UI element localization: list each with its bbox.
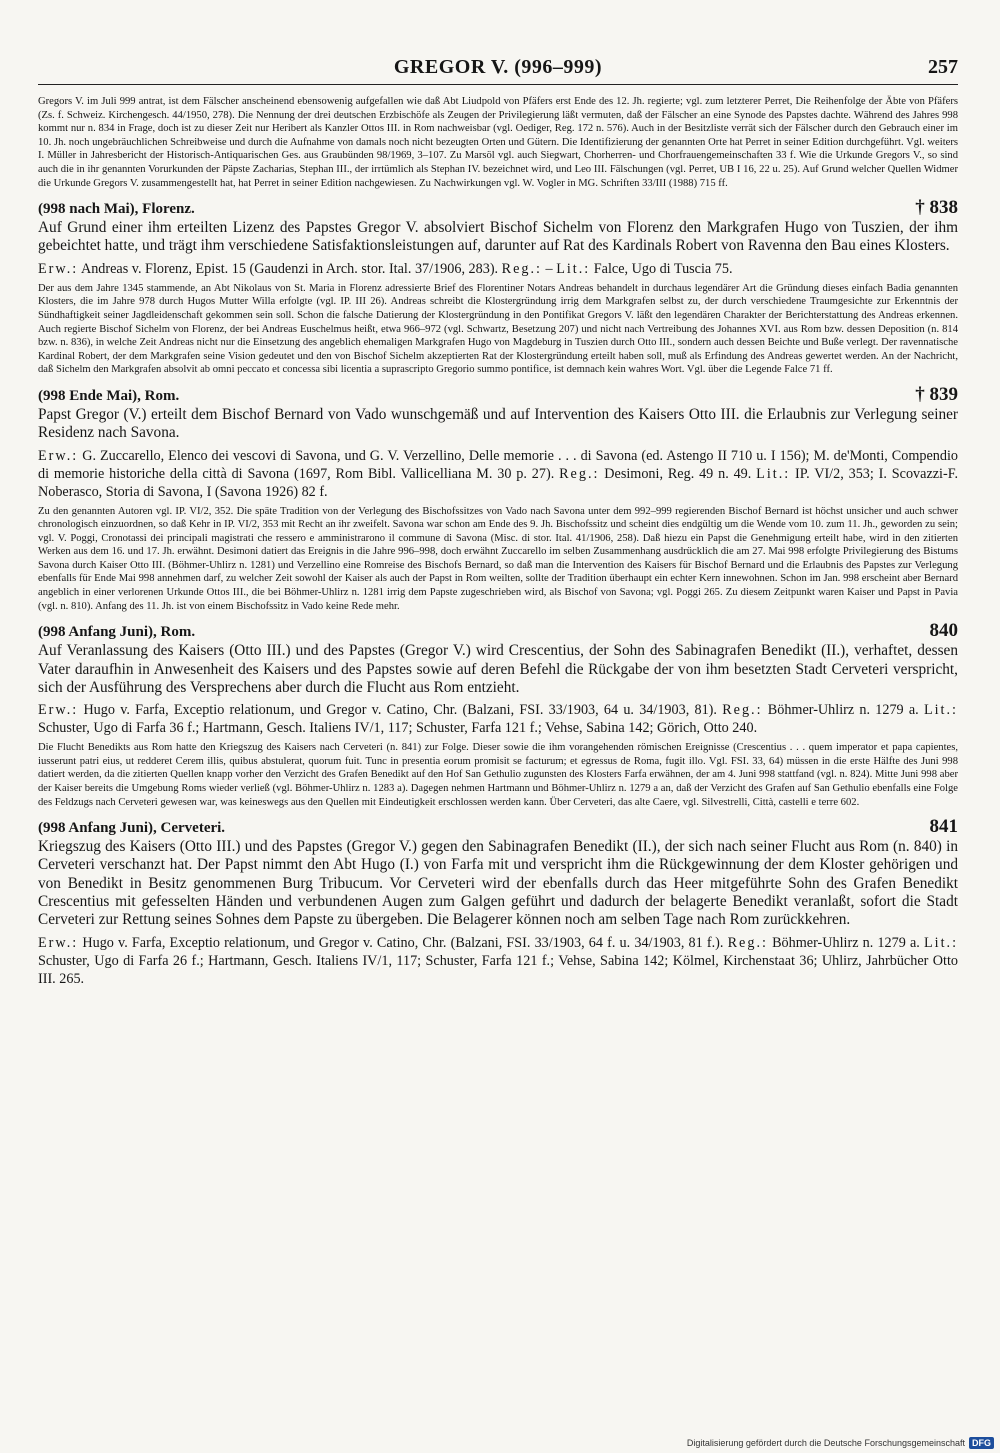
entry-date-place: (998 nach Mai), Florenz. <box>38 201 195 218</box>
refs-text: G. Zuccarello, Elenco dei vescovi di Savona, und G. V. Verzellino, Delle memorie . . . di Savona (ed. Astengo II 710 u. I 156); M. de'Monti, Compendio di memorie historiche della città di Savona (1697, Rom Bibl. Vallicelliana M. 30 p. 27). <box>38 447 959 482</box>
digitization-footer <box>687 1437 994 1449</box>
page-header <box>38 50 958 85</box>
refs-label: Erw.: <box>38 260 79 277</box>
footer-text: Digitalisierung gefördert durch die Deutsche Forschungsgemeinschaft <box>686 1438 965 1448</box>
reg-text: Böhmer-Uhlirz n. 1279 a. <box>767 702 919 719</box>
entry-references <box>38 447 958 501</box>
regest-entry-841 <box>38 816 958 987</box>
regest-entry-839 <box>38 384 958 613</box>
intro-commentary: Gregors V. im Juli 999 antrat, ist dem Fälscher anscheinend ebensowenig aufgefallen wie daß Abt Liudpold von Pfäfers erst Ende des 12. Jh. regierte; vgl. zum letzterer Perret, Die Reihenfolge der Äbte von Pfäfers (Zs. f. Schweiz. Kirchengesch. 44/1950, 278). Die Nennung der drei deutschen Erzbischöfe als Zeugen der Privilegierung läßt vermuten, daß der Fälscher an eine Synode des Papstes dachte. Während des Jahres 998 kommt nur n. 834 in Frage, doch ist zu dieser Zeit nur Heribert als Kanzler Ottos III. in Rom nachweisbar (vgl. Oediger, Reg. 172 n. 576). Auch in der Besitzliste verrät sich der Fälscher durch den Gebrauch einer im 10. Jh. noch ungebräuchlichen Schreibweise und durch die Aufnahme von damals noch nicht bezeugten Orten und Gütern. Die Identifizierung der genannten Orte hat Perret in seiner Edition durchgeführt. Vgl. weiters I. Müller in Jahresbericht der Historisch-Antiquarischen Ges. aus Graubünden 98/1969, 3–107. Zu Marsöl vgl. auch Siegwart, Chorherren- und Chorfrauengemeinschaften 33 f. Wie die Urkunde Gregors V., so sind auch die in ihr genannten Vorurkunden der Päpste Zacharias, Stephan III., der irrtümlich als Stephan IV. bezeichnet wird, und Leo III. Fälschungen (vgl. Perret, UB I 16, 22 u. 25). Auf Grund welcher Quellen Widmer die Urkunde Gregors V. zusammengestellt hat, hat Perret in seiner Edition nachgewiesen. Zu Nachwirkungen vgl. W. Vogler in MG. Schriften 33/III (1988) 715 ff. <box>38 96 958 189</box>
refs-text: Hugo v. Farfa, Exceptio relationum, und Gregor v. Catino, Chr. (Balzani, FSI. 33/1903, 64 f. u. 34/1903, 81 f.). <box>82 934 724 951</box>
refs-text: Andreas v. Florenz, Epist. 15 (Gaudenzi in Arch. stor. Ital. 37/1906, 283). <box>80 260 499 277</box>
lit-text: Schuster, Ugo di Farfa 26 f.; Hartmann, Gesch. Italiens IV/1, 117; Schuster, Farfa 121 f.; Vehse, Sabina 142; Kölmel, Kirchenstaat 36; Uhlirz, Jahrbücher Otto III. 265. <box>38 952 958 987</box>
entry-references <box>38 701 958 737</box>
entry-number: † 839 <box>915 383 958 405</box>
entry-date-place: (998 Ende Mai), Rom. <box>38 387 180 404</box>
dfg-logo: DFG <box>969 1437 994 1449</box>
reg-label: Reg.: <box>501 260 542 277</box>
entry-number: † 838 <box>915 197 958 219</box>
reg-label: Reg.: <box>559 465 600 482</box>
entry-commentary: Zu den genannten Autoren vgl. IP. VI/2, 352. Die späte Tradition von der Verlegung des Bischofssitzes von Vado nach Savona unter dem 992–999 regierenden Bischof Bernard ist höchst unsicher und auch schwer chronologisch einzuordnen, so daß Kehr in IP. VI/2, 353 mit Recht an ihr zweifelt. Savona war schon am Ende des 9. Jh. Bischofssitz und scheint dies endgültig um die Wende vom 10. zum 11. Jh., geworden zu sein; vgl. V. Poggi, Cronotassi dei principali magistrati che ressero e amministrarono il commune di Savona (Misc. di stor. Ital. 41/1906, 258). Daß hiezu ein Papst die Genehmigung erteilt habe, wird in den zitierten Werken aus dem 16. und 17. Jh. erwähnt. Desimoni datiert das Ereignis in die Jahre 996–998, doch erwähnt Zuccarello im selben Zusammenhang ausdrücklich die am 27. Mai 998 erfolgte Privilegierung des Bistums Savona durch Kaiser Otto III. (Böhmer-Uhlirz n. 1281) und Verzellino eine Romreise des Bischofs Bernard, so daß man die Intervention des Kaisers für Bischof Bernard und die Erlaubnis des Papstes zur Verlegung ebenfalls für Ende Mai 998 annehmen darf, zu welcher Zeit sowohl der Kaiser als auch der Papst in Rom weilten, sollte der Tradition überhaupt ein echter Kern innewohnen. Schon im Jan. 998 erscheint aber Bernard angeblich in einer verlorenen Urkunde Ottos III., die bei Böhmer-Uhlirz n. 1281 irrig dem Papste zugeschrieben wird, als Bischof von Savona; vgl. Poggi 265. Zu diesem Zeitpunkt waren Kaiser und Papst in Pavia (vgl. n. 810). Anfang des 11. Jh. ist von einem Bischofssitz in Vado keine Rede mehr. <box>38 505 958 612</box>
reg-text: Böhmer-Uhlirz n. 1279 a. <box>772 934 920 951</box>
entry-heading <box>38 384 958 406</box>
entry-references <box>38 260 958 278</box>
reg-text: Desimoni, Reg. 49 n. 49. <box>604 465 752 482</box>
refs-label: Erw.: <box>38 934 79 951</box>
page-number: 257 <box>928 56 958 78</box>
entry-commentary: Der aus dem Jahre 1345 stammende, an Abt Nikolaus von St. Maria in Florenz adressierte Brief des Florentiner Notars Andreas behandelt in durchaus legendärer Art die Gründung dieses einfach Badia genannten Klosters, die im Jahre 978 durch Hugos Mutter Willa erfolgte (vgl. IP. III 26). Andreas schreibt die Klostergründung irrig dem Markgrafen selbst zu, der durch verschiedene Traumgesichte zur Erkenntnis der Sündhaftigkeit seiner Jagdleidenschaft gekommen sein soll. Schon die falsche Datierung der Klostergründung in den Pontifikat Gregors V. läßt den legendären Charakter der Berichterstattung des Andreas erkennen. Auch regierte Bischof Sichelm von Florenz, der bei Andreas Euschelmus heißt, etwa 966–972 (vgl. Schwartz, Besetzung 207) und nicht nach Vertreibung des Johannes XVI. aus Rom bzw. dessen Deposition (n. 814 bzw. n. 836), in welche Zeit Andreas nicht nur die Einsetzung des angeblich ehemaligen Markgrafen Hugo von Magdeburg in Tuszien durch Otto III., sondern auch dessen Beichte und Buße verlegt. Der ravennatische Kardinal Robert, der dem Markgrafen seine Vision gedeutet und den von Bischof Sichelm akzeptierten Rat der Klostergründung erteilt haben soll, muß als Erfindung des Andreas gewertet werden. An der Nachricht, daß Sichelm den Markgrafen absolvit ab omni peccato et concessa sibi licentia a suprascripto Gregorio summo pontifice, ist demnach kein wahres Wort. Vgl. über die Legende Falce 71 ff. <box>38 282 958 376</box>
lit-label: Lit.: <box>756 465 791 482</box>
entry-date-place: (998 Anfang Juni), Rom. <box>38 624 196 641</box>
reg-text: – <box>545 260 553 277</box>
regest-entry-838 <box>38 197 958 377</box>
lit-label: Lit.: <box>556 260 591 277</box>
lit-label: Lit.: <box>923 934 959 951</box>
entry-number: 841 <box>929 816 958 838</box>
entry-number: 840 <box>929 620 958 642</box>
lit-text: Falce, Ugo di Tuscia 75. <box>593 260 733 277</box>
refs-label: Erw.: <box>38 447 79 464</box>
refs-text: Hugo v. Farfa, Exceptio relationum, und Gregor v. Catino, Chr. (Balzani, FSI. 33/1903, 64 u. 34/1903, 81). <box>83 702 717 719</box>
lit-text: IP. VI/2, 353; I. Scovazzi-F. Noberasco, Storia di Savona, I (Savona 1926) 82 f. <box>38 465 959 500</box>
entry-regest-text: Papst Gregor (V.) erteilt dem Bischof Bernard von Vado wunschgemäß und auf Intervention des Kaisers Otto III. die Erlaubnis zur Verlegung seiner Residenz nach Savona. <box>38 405 958 442</box>
entry-references <box>38 934 958 988</box>
entry-regest-text: Auf Veranlassung des Kaisers (Otto III.) und des Papstes (Gregor V.) wird Crescentius, der Sohn des Sabinagrafen Benedikt (II.), verhaftet, dessen Vater daraufhin in Anwesenheit des Kaisers und des Papstes sowie auf deren Befehl die Rückgabe der von ihm besetzten Stadt Cerveteri verspricht, sich der Ausführung des Versprechens aber durch die Flucht aus Rom entzieht. <box>38 642 958 696</box>
entry-heading <box>38 197 958 219</box>
entry-commentary: Die Flucht Benedikts aus Rom hatte den Kriegszug des Kaisers nach Cerveteri (n. 841) zur Folge. Dieser sowie die ihm vorangehenden römischen Ereignisse (Crescentius . . . quem imperator et papa capientes, iusserunt patri eius, ut redderet Cerem illis, quibus abstulerat, quorum fuit. Tunc in presentia eorum promisit se facturum; et egressus de Roma, fugit illo. Vgl. FSI. 33, 64) müssen in die erste Hälfte des Juni 998 datiert werden, da die zitierten Quellen knapp vorher den Verzicht des Grafen Benedikt auf den Hof San Gethulio zugunsten des Klosters Farfa erwähnen, der am 4. Juni 998 stattfand (vgl. n. 824). Mitte Juni 998 aber der Kaiser bereits die Umgebung Roms wieder verließ (vgl. Böhmer-Uhlirz n. 1283 a). Dagegen nehmen Hartmann und Böhmer-Uhlirz n. 1279 a an, daß der Verzicht des Grafen auf San Gethulio ebenfalls eine Folge des Feldzugs nach Cerveteri gewesen war, was keineswegs aus den Quellen mit Eindeutigkeit erschlossen werden kann. Über Cerveteri, das alte Caere, vgl. Silvestrelli, Città, castelli e terre 602. <box>38 742 958 808</box>
entry-date-place: (998 Anfang Juni), Cerveteri. <box>38 820 226 837</box>
entry-heading <box>38 816 958 838</box>
entry-heading <box>38 620 958 642</box>
reg-label: Reg.: <box>722 702 763 719</box>
reg-label: Reg.: <box>727 934 768 951</box>
running-title: GREGOR V. (996–999) <box>393 56 603 78</box>
entry-regest-text: Auf Grund einer ihm erteilten Lizenz des Papstes Gregor V. absolviert Bischof Sichelm von Florenz den Markgrafen Hugo von Tuszien, der ihm gebeichtet hatte, und trägt ihm verschiedene Satisfaktionsleistungen auf, darunter auf Rat des Kardinals Robert von Ravenna den Bau eines Klosters. <box>38 219 958 255</box>
entry-regest-text: Kriegszug des Kaisers (Otto III.) und des Papstes (Gregor V.) gegen den Sabinagrafen Benedikt (II.), der sich nach seiner Flucht aus Rom (n. 840) in Cerveteri verschanzt hat. Der Papst nimmt den Abt Hugo (I.) von Farfa mit und verspricht ihm die Rückgewinnung der dem Kloster gehörigen und von Benedikt in Besitz genommenen Burg Tribucum. Vor Cerveteri wird der ebenfalls durch das Heer mitgeführte Sohn des Grafen Benedikt Crescentius mit gefesselten Händen und verbundenen Augen zum Galgen geführt und dadurch der belagerte Benedikt veranlaßt, sofort die Stadt Cerveteri zur Rettung seines Sohnes dem Papste zu übergeben. Die Belagerer können noch am selben Tage nach Rom zurückkehren. <box>38 838 958 929</box>
regest-entry-840 <box>38 620 958 809</box>
lit-label: Lit.: <box>923 702 958 719</box>
lit-text: Schuster, Ugo di Farfa 36 f.; Hartmann, Gesch. Italiens IV/1, 117; Schuster, Farfa 121 f.; Vehse, Sabina 142; Görich, Otto 240. <box>38 720 758 737</box>
refs-label: Erw.: <box>38 702 79 719</box>
document-page <box>38 50 958 992</box>
